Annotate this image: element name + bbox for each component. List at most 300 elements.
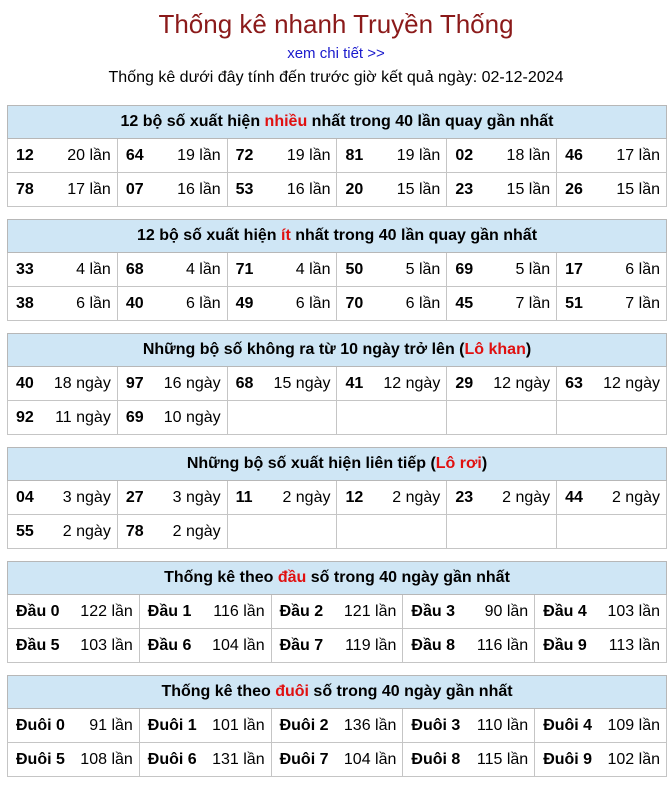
stat-cell xyxy=(117,401,227,435)
stat-cell xyxy=(557,287,667,321)
stat-cell-content xyxy=(403,717,534,735)
stat-number: Đầu 5 xyxy=(16,636,60,654)
stat-number: 68 xyxy=(125,260,144,278)
stat-cell-content xyxy=(8,603,139,621)
stat-number: Đuôi 3 xyxy=(411,716,461,734)
stat-number: Đầu 4 xyxy=(543,602,587,620)
stat-number: 46 xyxy=(565,146,583,164)
stat-cell xyxy=(8,743,140,777)
stat-cell xyxy=(447,253,557,287)
stat-cell xyxy=(535,629,667,663)
section-title-text: Những bộ số xuất hiện liên tiếp ( xyxy=(186,455,436,472)
stat-cell-content xyxy=(118,489,227,507)
stat-number: 55 xyxy=(16,522,34,540)
stat-cell-content xyxy=(228,375,337,393)
stat-cell xyxy=(337,253,447,287)
stat-cell-content xyxy=(557,181,666,199)
stat-count: 108 lần xyxy=(80,750,133,768)
stat-count: 6 lần xyxy=(185,294,221,312)
section-title xyxy=(8,334,667,367)
stat-count: 15 ngày xyxy=(273,374,331,392)
stat-number: Đầu 9 xyxy=(543,636,587,654)
stat-count: 116 lần xyxy=(213,602,265,620)
stat-number: 69 xyxy=(125,408,144,426)
stat-count: 6 lần xyxy=(625,260,660,278)
stat-cell xyxy=(227,253,337,287)
stat-cell xyxy=(447,401,557,435)
stat-cell xyxy=(8,401,118,435)
stat-count: 121 lần xyxy=(343,602,397,620)
stat-count: 110 lần xyxy=(476,716,529,734)
stat-cell xyxy=(8,595,140,629)
stat-number: 27 xyxy=(125,488,144,506)
stat-count: 91 lần xyxy=(89,716,133,734)
stat-cell-content xyxy=(337,375,446,393)
stat-cell xyxy=(447,367,557,401)
stat-cell-content xyxy=(118,147,227,165)
stat-cell xyxy=(117,287,227,321)
stat-count: 11 ngày xyxy=(55,408,111,426)
stat-count: 109 lần xyxy=(607,716,660,734)
stat-number: 23 xyxy=(455,488,474,506)
stat-cell xyxy=(535,743,667,777)
stat-cell-content xyxy=(228,147,337,165)
stat-cell xyxy=(535,595,667,629)
section-title-text: Những bộ số không ra từ 10 ngày trở lên ( xyxy=(142,341,465,358)
stat-number: Đuôi 6 xyxy=(147,750,197,768)
section-title xyxy=(8,220,667,253)
table-row xyxy=(8,743,667,777)
stat-number: 97 xyxy=(125,374,144,392)
stat-number: Đuôi 0 xyxy=(16,716,65,734)
stats-table xyxy=(7,561,667,663)
stat-cell xyxy=(227,481,337,515)
stat-count: 6 lần xyxy=(76,294,111,312)
stat-count: 12 ngày xyxy=(603,374,660,392)
lo-khan-section xyxy=(7,333,667,435)
stat-number: 81 xyxy=(345,146,364,164)
stat-cell xyxy=(337,173,447,207)
stat-count: 16 lần xyxy=(286,180,331,198)
stat-count: 103 lần xyxy=(80,636,133,654)
table-row xyxy=(8,173,667,207)
stat-number: 38 xyxy=(16,294,34,312)
stat-cell xyxy=(117,173,227,207)
stat-number: 20 xyxy=(345,180,364,198)
stat-cell-content xyxy=(557,147,666,165)
stat-number: 07 xyxy=(125,180,144,198)
stat-cell-content xyxy=(118,409,227,427)
stat-cell xyxy=(557,253,667,287)
stat-cell-content xyxy=(8,637,139,655)
stat-cell xyxy=(535,709,667,743)
table-row xyxy=(8,401,667,435)
stats-table xyxy=(7,675,667,777)
stat-count: 119 lần xyxy=(345,636,397,654)
stat-cell xyxy=(139,709,271,743)
stat-cell xyxy=(447,139,557,173)
stat-cell-content xyxy=(228,261,337,279)
section-title-text: ) xyxy=(525,341,532,358)
stat-cell-content xyxy=(403,751,534,769)
section-title-text: 12 bộ số xuất hiện xyxy=(136,227,281,244)
stat-cell-content xyxy=(272,751,403,769)
stat-cell-content xyxy=(228,489,337,507)
stats-table xyxy=(7,219,667,321)
stat-cell-content xyxy=(535,751,666,769)
stat-number: 11 xyxy=(235,488,253,506)
stat-number: Đầu 0 xyxy=(16,602,60,620)
stat-cell-content xyxy=(8,717,139,735)
stat-number: 72 xyxy=(235,146,254,164)
stat-cell-content xyxy=(447,295,556,313)
stat-number: 40 xyxy=(125,294,144,312)
stat-cell xyxy=(117,515,227,549)
stat-cell xyxy=(447,481,557,515)
stat-count: 19 lần xyxy=(396,146,441,164)
stat-cell xyxy=(8,253,118,287)
stat-number: 69 xyxy=(455,260,474,278)
section-title xyxy=(8,106,667,139)
stat-cell-content xyxy=(228,181,337,199)
stat-number: 70 xyxy=(345,294,364,312)
stat-count: 115 lần xyxy=(476,750,529,768)
stat-number: 23 xyxy=(455,180,474,198)
stat-cell xyxy=(227,287,337,321)
stat-count: 18 lần xyxy=(506,146,551,164)
stat-number: 64 xyxy=(125,146,144,164)
stat-number: Đuôi 5 xyxy=(16,750,65,768)
stat-cell-content xyxy=(447,181,556,199)
stat-cell xyxy=(117,253,227,287)
section-title-text: Thống kê theo xyxy=(164,569,278,586)
stat-count: 5 lần xyxy=(515,260,551,278)
stat-count: 113 lần xyxy=(608,636,660,654)
stat-cell xyxy=(403,629,535,663)
stat-cell xyxy=(271,595,403,629)
stat-cell xyxy=(8,629,140,663)
stat-cell-content xyxy=(8,523,117,541)
stat-cell-content xyxy=(272,603,403,621)
stat-cell-content xyxy=(272,717,403,735)
stat-number: 41 xyxy=(345,374,364,392)
section-title-text: ) xyxy=(481,455,488,472)
table-row xyxy=(8,515,667,549)
table-row xyxy=(8,481,667,515)
table-row xyxy=(8,287,667,321)
stat-cell xyxy=(447,287,557,321)
stat-cell-content xyxy=(118,295,227,313)
stat-cell xyxy=(8,481,118,515)
stat-count: 10 ngày xyxy=(163,408,221,426)
stat-cell-content xyxy=(557,295,666,313)
stat-cell-content xyxy=(447,261,556,279)
stat-cell xyxy=(139,629,271,663)
stat-count: 15 lần xyxy=(396,180,441,198)
stat-cell xyxy=(557,401,667,435)
stat-cell xyxy=(227,515,337,549)
stat-count: 12 ngày xyxy=(493,374,551,392)
stat-cell-content xyxy=(118,261,227,279)
stat-number: 33 xyxy=(16,260,34,278)
stat-cell-content xyxy=(557,489,666,507)
stat-number: Đuôi 8 xyxy=(411,750,461,768)
stat-cell xyxy=(139,595,271,629)
section-title xyxy=(8,448,667,481)
detail-link[interactable]: xem chi tiết >> xyxy=(287,45,385,62)
stat-cell xyxy=(8,709,140,743)
stat-cell-content xyxy=(140,637,271,655)
stat-count: 136 lần xyxy=(343,716,397,734)
stat-count: 16 lần xyxy=(177,180,221,198)
stat-cell-content xyxy=(118,523,227,541)
stat-number: Đuôi 9 xyxy=(543,750,593,768)
stat-cell xyxy=(227,401,337,435)
section-title-highlight: đầu xyxy=(277,569,307,586)
stat-cell-content xyxy=(403,637,534,655)
stat-count: 2 ngày xyxy=(392,488,441,506)
stat-cell-content xyxy=(447,489,556,507)
stat-cell-content xyxy=(337,181,446,199)
stat-cell-content xyxy=(140,603,271,621)
stat-cell-content xyxy=(8,295,117,313)
section-title-highlight: Lô rơi xyxy=(435,455,482,472)
stat-cell xyxy=(8,139,118,173)
stat-count: 18 ngày xyxy=(53,374,111,392)
stat-cell xyxy=(337,481,447,515)
stat-number: Đầu 3 xyxy=(411,602,455,620)
stat-count: 102 lần xyxy=(607,750,660,768)
stat-cell xyxy=(8,287,118,321)
table-row xyxy=(8,709,667,743)
stat-cell xyxy=(337,515,447,549)
stat-number: 92 xyxy=(16,408,34,426)
stat-count: 131 lần xyxy=(212,750,265,768)
stat-cell xyxy=(557,367,667,401)
stat-count: 5 lần xyxy=(405,260,441,278)
stats-table xyxy=(7,447,667,549)
section-title-text: nhất trong 40 lần quay gần nhất xyxy=(290,227,538,244)
section-title xyxy=(8,562,667,595)
stat-count: 4 lần xyxy=(76,260,111,278)
duoi-stats-section xyxy=(7,675,667,777)
stat-cell-content xyxy=(337,261,446,279)
stat-cell-content xyxy=(8,147,117,165)
section-title-highlight: ít xyxy=(281,227,291,244)
stat-count: 4 lần xyxy=(295,260,331,278)
stat-number: 63 xyxy=(565,374,583,392)
stat-count: 16 ngày xyxy=(163,374,221,392)
stat-number: Đuôi 1 xyxy=(147,716,197,734)
stat-cell xyxy=(139,743,271,777)
stat-cell xyxy=(337,401,447,435)
stat-cell xyxy=(557,139,667,173)
stat-cell xyxy=(337,139,447,173)
section-title-text: nhất trong 40 lần quay gần nhất xyxy=(307,113,554,130)
stat-number: 29 xyxy=(455,374,474,392)
stat-cell xyxy=(8,515,118,549)
stat-cell xyxy=(227,173,337,207)
stat-count: 2 ngày xyxy=(282,488,331,506)
stat-number: 45 xyxy=(455,294,474,312)
stat-cell xyxy=(403,743,535,777)
table-row xyxy=(8,629,667,663)
header xyxy=(0,0,672,89)
stat-cell-content xyxy=(118,375,227,393)
stat-cell xyxy=(117,367,227,401)
stat-count: 2 ngày xyxy=(611,488,660,506)
stat-count: 6 lần xyxy=(405,294,441,312)
section-title-text: Thống kê theo xyxy=(161,683,276,700)
stat-number: 51 xyxy=(565,294,583,312)
stat-cell xyxy=(447,173,557,207)
stat-number: 12 xyxy=(345,488,364,506)
stat-cell-content xyxy=(8,375,117,393)
stat-cell xyxy=(8,173,118,207)
stat-cell-content xyxy=(337,489,446,507)
stat-cell xyxy=(117,139,227,173)
stat-count: 104 lần xyxy=(212,636,265,654)
stat-cell-content xyxy=(337,147,446,165)
stat-cell-content xyxy=(535,637,666,655)
stat-number: Đuôi 4 xyxy=(543,716,593,734)
stat-count: 3 ngày xyxy=(62,488,111,506)
stat-cell xyxy=(403,709,535,743)
section-title xyxy=(8,676,667,709)
stat-cell-content xyxy=(272,637,403,655)
stat-cell xyxy=(271,743,403,777)
stat-cell-content xyxy=(557,375,666,393)
lo-roi-section xyxy=(7,447,667,549)
stat-number: Đầu 1 xyxy=(147,602,192,620)
stat-cell xyxy=(227,139,337,173)
table-row xyxy=(8,367,667,401)
stat-cell xyxy=(557,481,667,515)
least-frequent-section xyxy=(7,219,667,321)
stat-count: 7 lần xyxy=(515,294,551,312)
stat-count: 116 lần xyxy=(476,636,529,654)
stat-cell-content xyxy=(8,261,117,279)
stat-cell-content xyxy=(535,717,666,735)
stat-cell xyxy=(447,515,557,549)
stat-count: 19 lần xyxy=(177,146,221,164)
stat-count: 17 lần xyxy=(616,146,660,164)
stat-cell-content xyxy=(8,409,117,427)
stat-number: 49 xyxy=(235,294,254,312)
stat-cell xyxy=(271,629,403,663)
stat-cell xyxy=(271,709,403,743)
stat-count: 15 lần xyxy=(506,180,551,198)
stat-count: 4 lần xyxy=(185,260,221,278)
stat-cell xyxy=(227,367,337,401)
stat-count: 103 lần xyxy=(607,602,660,620)
stat-number: 78 xyxy=(16,180,34,198)
stat-number: Đầu 6 xyxy=(147,636,192,654)
stat-cell-content xyxy=(118,181,227,199)
section-title-highlight: đuôi xyxy=(275,683,309,700)
stat-cell xyxy=(557,173,667,207)
stat-count: 20 lần xyxy=(67,146,111,164)
most-frequent-section xyxy=(7,105,667,207)
stat-cell-content xyxy=(140,717,271,735)
stat-number: 71 xyxy=(235,260,254,278)
stat-cell-content xyxy=(8,181,117,199)
date-line: Thống kê dưới đây tính đến trước giờ kết quả ngày: 02-12-2024 xyxy=(108,69,564,86)
stat-number: 04 xyxy=(16,488,34,506)
stat-count: 2 ngày xyxy=(62,522,111,540)
stats-table xyxy=(7,333,667,435)
stat-number: 50 xyxy=(345,260,364,278)
stat-cell-content xyxy=(447,147,556,165)
stat-number: Đuôi 7 xyxy=(279,750,329,768)
stat-number: 26 xyxy=(565,180,583,198)
stat-number: 44 xyxy=(565,488,583,506)
page-title: Thống kê nhanh Truyền Thống xyxy=(158,9,514,39)
stat-number: Đầu 8 xyxy=(411,636,455,654)
stat-number: 40 xyxy=(16,374,34,392)
section-title-text: 12 bộ số xuất hiện xyxy=(120,113,265,130)
stat-cell-content xyxy=(337,295,446,313)
section-title-text: số trong 40 ngày gần nhất xyxy=(306,569,510,586)
table-row xyxy=(8,595,667,629)
stat-cell-content xyxy=(8,489,117,507)
stat-number: 02 xyxy=(455,146,474,164)
stat-cell xyxy=(337,367,447,401)
stat-count: 12 ngày xyxy=(383,374,441,392)
stat-cell-content xyxy=(8,751,139,769)
stat-count: 90 lần xyxy=(484,602,529,620)
stat-cell xyxy=(8,367,118,401)
stat-number: Đầu 7 xyxy=(279,636,324,654)
stat-count: 17 lần xyxy=(67,180,111,198)
stat-number: 17 xyxy=(565,260,583,278)
stat-count: 101 lần xyxy=(212,716,265,734)
stat-number: 12 xyxy=(16,146,34,164)
stat-cell-content xyxy=(228,295,337,313)
stat-number: 53 xyxy=(235,180,254,198)
stat-count: 6 lần xyxy=(295,294,331,312)
stat-number: 68 xyxy=(235,374,254,392)
stat-number: Đầu 2 xyxy=(279,602,324,620)
section-title-text: số trong 40 ngày gần nhất xyxy=(308,683,513,700)
stat-cell-content xyxy=(557,261,666,279)
stat-cell xyxy=(557,515,667,549)
stat-cell-content xyxy=(140,751,271,769)
table-row xyxy=(8,253,667,287)
stat-cell xyxy=(117,481,227,515)
stat-count: 104 lần xyxy=(343,750,397,768)
stat-count: 2 ngày xyxy=(172,522,221,540)
stat-count: 122 lần xyxy=(80,602,133,620)
stat-cell-content xyxy=(403,603,534,621)
stat-cell xyxy=(337,287,447,321)
table-row xyxy=(8,139,667,173)
stats-table xyxy=(7,105,667,207)
section-title-highlight: Lô khan xyxy=(464,341,526,358)
stat-count: 2 ngày xyxy=(502,488,551,506)
stat-cell xyxy=(403,595,535,629)
stat-count: 15 lần xyxy=(616,180,660,198)
section-title-highlight: nhiều xyxy=(264,113,308,130)
stat-count: 7 lần xyxy=(625,294,660,312)
stat-count: 19 lần xyxy=(286,146,331,164)
dau-stats-section xyxy=(7,561,667,663)
stat-number: Đuôi 2 xyxy=(279,716,329,734)
stat-cell-content xyxy=(447,375,556,393)
stat-count: 3 ngày xyxy=(172,488,221,506)
stat-cell-content xyxy=(535,603,666,621)
stat-number: 78 xyxy=(125,522,144,540)
